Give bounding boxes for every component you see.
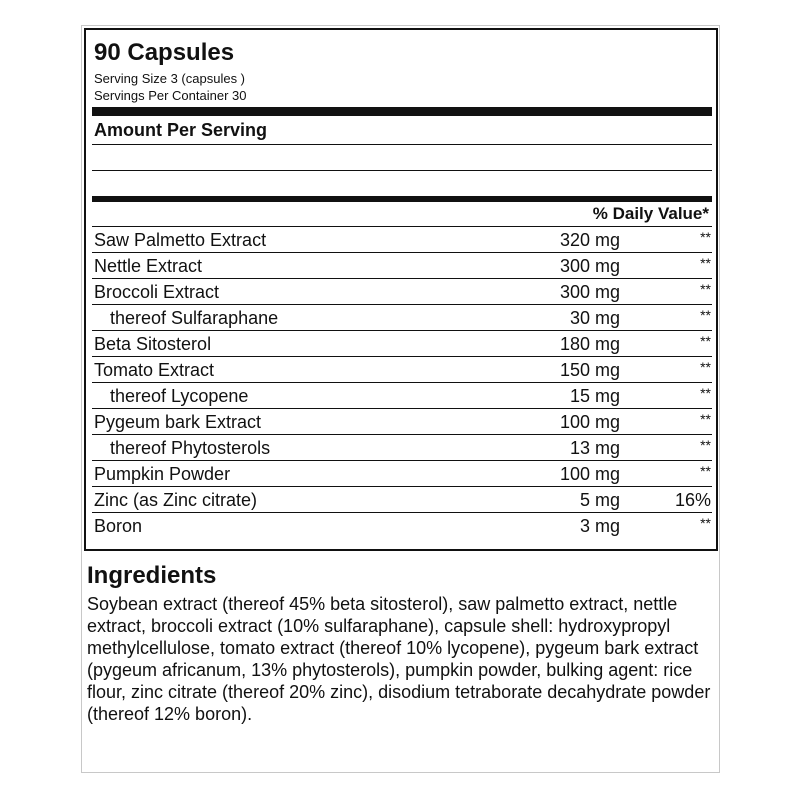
nutrient-row bbox=[92, 383, 712, 409]
nutrient-row bbox=[92, 331, 712, 357]
nutrient-daily-value: ** bbox=[700, 463, 711, 479]
nutrient-amount: 3 mg bbox=[579, 516, 620, 536]
nutrient-row bbox=[92, 461, 712, 487]
divider bbox=[92, 170, 712, 171]
supplement-facts-panel bbox=[84, 28, 718, 551]
nutrient-amount: 300 mg bbox=[559, 256, 620, 276]
nutrient-row bbox=[92, 487, 712, 513]
nutrient-amount: 15 mg bbox=[569, 386, 620, 406]
nutrient-amount: 180 mg bbox=[559, 334, 620, 354]
nutrient-daily-value: ** bbox=[700, 359, 711, 375]
servings-per-container: Servings Per Container 30 bbox=[94, 88, 247, 103]
nutrient-row bbox=[92, 305, 712, 331]
daily-value-header: % Daily Value* bbox=[592, 204, 709, 223]
nutrient-daily-value: 16% bbox=[674, 490, 711, 510]
nutrient-amount: 100 mg bbox=[559, 412, 620, 432]
thick-divider bbox=[92, 107, 712, 116]
nutrient-row bbox=[92, 227, 712, 253]
nutrient-name: Nettle Extract bbox=[94, 256, 203, 276]
nutrient-name: Boron bbox=[94, 516, 143, 536]
nutrient-daily-value: ** bbox=[700, 385, 711, 401]
nutrient-amount: 320 mg bbox=[559, 230, 620, 250]
nutrient-daily-value: ** bbox=[700, 515, 711, 531]
nutrient-amount: 30 mg bbox=[569, 308, 620, 328]
nutrient-name: Tomato Extract bbox=[94, 360, 215, 380]
nutrient-daily-value: ** bbox=[700, 333, 711, 349]
nutrient-row bbox=[92, 409, 712, 435]
nutrient-row bbox=[92, 513, 712, 539]
amount-per-serving-heading: Amount Per Serving bbox=[94, 120, 268, 140]
nutrient-row bbox=[92, 253, 712, 279]
nutrient-amount: 150 mg bbox=[559, 360, 620, 380]
nutrient-name: Broccoli Extract bbox=[94, 282, 220, 302]
nutrient-amount: 5 mg bbox=[579, 490, 620, 510]
nutrient-name: Beta Sitosterol bbox=[94, 334, 212, 354]
nutrient-name: thereof Lycopene bbox=[110, 386, 249, 406]
medium-divider bbox=[92, 196, 712, 202]
nutrient-name: Pygeum bark Extract bbox=[94, 412, 262, 432]
nutrient-name: Pumpkin Powder bbox=[94, 464, 231, 484]
ingredients-text: Soybean extract (thereof 45% beta sitosterol), saw palmetto extract, nettle extract, broccoli extract (10% sulfaraphane), capsule shell: hydroxypropyl methylcellulose, tomato extract (thereof 10% lycopene), pygeum bark extract (pygeum africanum, 13% phytosterols), pumpkin powder, bulking agent: rice flour, zinc citrate (thereof 20% zinc), disodium tetraborate decahydrate powder (thereof 12% boron). bbox=[87, 594, 711, 724]
nutrient-daily-value: ** bbox=[700, 437, 711, 453]
nutrient-row bbox=[92, 357, 712, 383]
nutrient-name: Zinc (as Zinc citrate) bbox=[94, 490, 258, 510]
nutrient-daily-value: ** bbox=[700, 255, 711, 271]
nutrient-amount: 13 mg bbox=[569, 438, 620, 458]
nutrient-row bbox=[92, 435, 712, 461]
serving-size: Serving Size 3 (capsules ) bbox=[94, 71, 246, 86]
container-count-title: 90 Capsules bbox=[94, 39, 235, 66]
divider bbox=[92, 144, 712, 145]
nutrient-amount: 300 mg bbox=[559, 282, 620, 302]
nutrient-daily-value: ** bbox=[700, 229, 711, 245]
nutrient-name: thereof Phytosterols bbox=[110, 438, 271, 458]
nutrient-amount: 100 mg bbox=[559, 464, 620, 484]
nutrient-name: Saw Palmetto Extract bbox=[94, 230, 267, 250]
nutrient-daily-value: ** bbox=[700, 411, 711, 427]
nutrient-daily-value: ** bbox=[700, 281, 711, 297]
nutrient-daily-value: ** bbox=[700, 307, 711, 323]
ingredients-title: Ingredients bbox=[87, 562, 217, 589]
nutrient-row bbox=[92, 279, 712, 305]
nutrient-name: thereof Sulfaraphane bbox=[110, 308, 279, 328]
